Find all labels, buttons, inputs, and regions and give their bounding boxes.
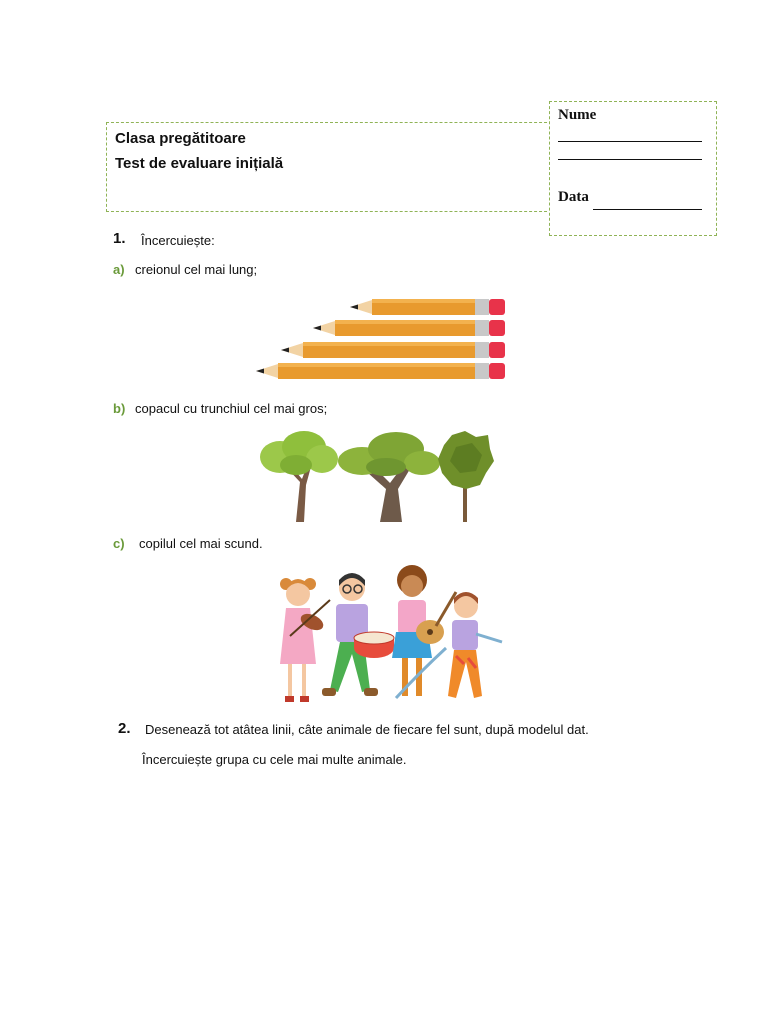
pencil-3[interactable] [281,342,505,358]
tree-1[interactable] [260,431,338,522]
item-a-letter: a) [113,262,125,277]
question-2-extra: Încercuiește grupa cu cele mai multe animale. [142,752,407,767]
name-line-1[interactable] [558,141,702,142]
pencils-illustration [250,292,512,384]
date-line[interactable] [593,209,702,210]
item-a-text: creionul cel mai lung; [135,262,258,277]
pencil-2[interactable] [313,320,505,336]
question-1-instruction: Încercuiește: [141,233,215,248]
item-c-text: copilul cel mai scund. [139,536,263,551]
test-title: Test de evaluare inițială [115,155,284,172]
child-1[interactable] [280,578,330,702]
name-line-2[interactable] [558,159,702,160]
class-title: Clasa pregătitoare [115,130,246,147]
name-label: Nume [558,107,597,123]
date-label: Data [558,189,589,205]
item-b-letter: b) [113,401,126,416]
question-2-number: 2. [118,720,131,737]
pencil-1[interactable] [350,299,505,315]
trees-illustration [256,427,496,525]
question-2-instruction: Desenează tot atâtea linii, câte animale de fiecare fel sunt, după modelul dat. [145,722,589,737]
tree-3[interactable] [438,431,494,522]
tree-2[interactable] [338,432,440,522]
item-b-text: copacul cu trunchiul cel mai gros; [135,401,328,416]
child-3[interactable] [392,565,456,698]
child-4[interactable] [448,592,502,698]
item-c-letter: c) [113,536,125,551]
question-1-number: 1. [113,230,126,247]
child-2[interactable] [322,573,394,696]
pencil-4[interactable] [256,363,505,379]
children-illustration [270,562,510,710]
